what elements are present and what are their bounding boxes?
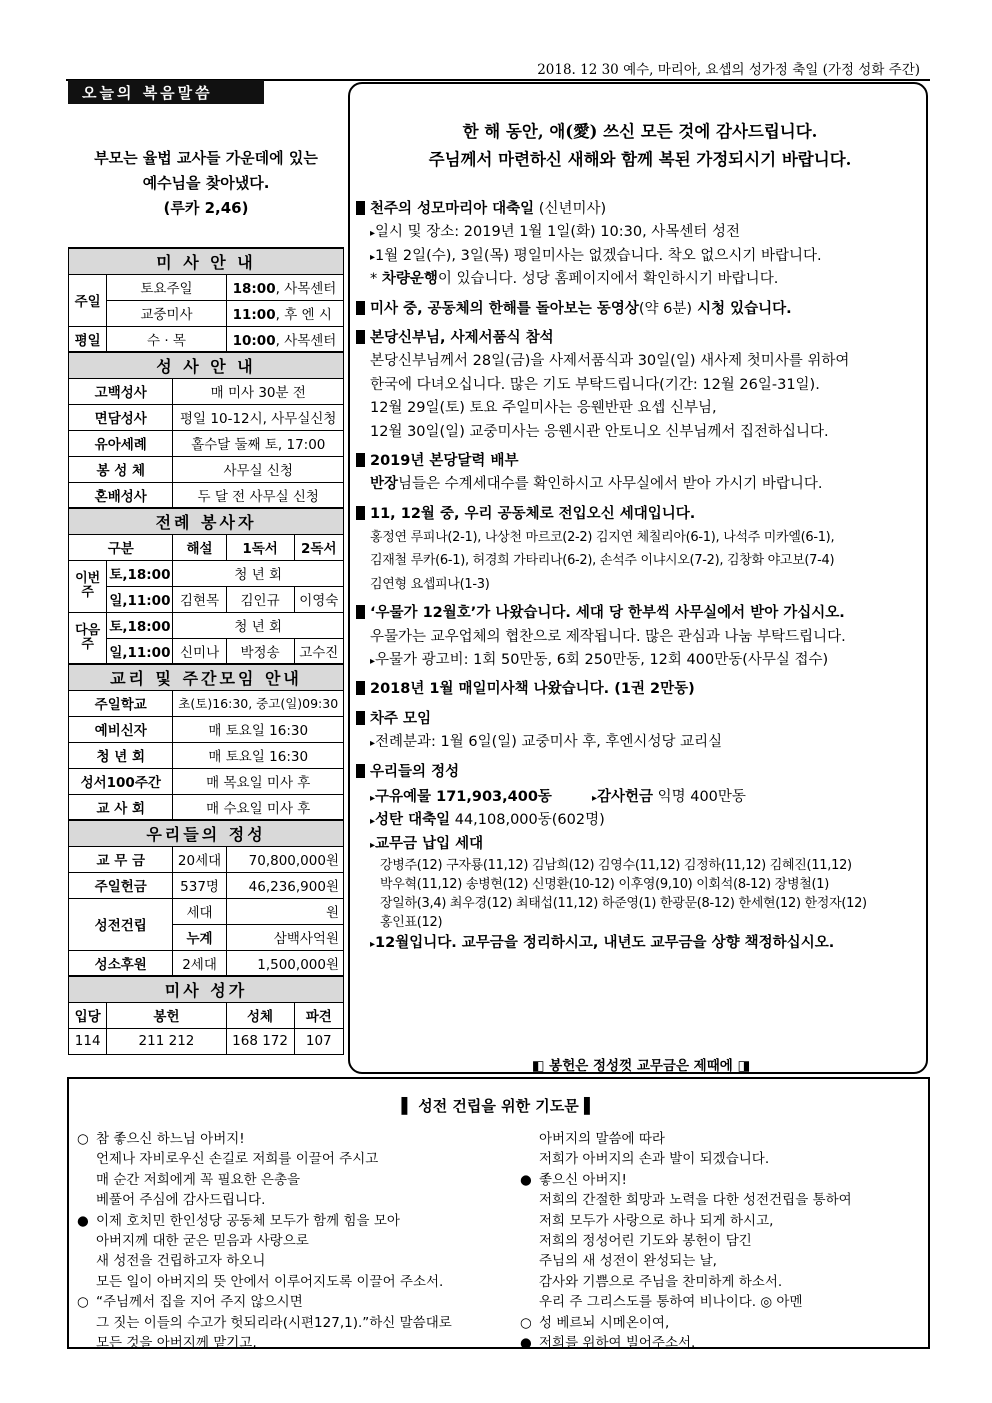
meeting-name: 성서100주간 [69,768,173,794]
prayer-line [520,1149,930,1169]
prayer-right-column [520,1129,930,1353]
sacrament-value: 평일 10-12시, 사무실신청 [173,404,344,430]
announcement-line: 반장님들은 수계세대수를 확인하시고 사무실에서 받아 가시기 바랍니다. [370,476,823,493]
triangle-bullet-icon: ▸ [370,228,376,240]
announcement-line: ▸일시 및 장소: 2019년 1월 1일(화) 10:30, 사목센터 성전 [370,224,740,241]
offering-count: 누계 [173,924,226,950]
prayer-text: 저희를 위하여 빌어주소서. [539,1334,696,1351]
liturgy-header: 구분 [69,534,173,560]
prayer-line [520,1313,930,1333]
announcement-heading: 2018년 1월 매일미사책 나왔습니다. (1권 2만동) [356,678,926,701]
hymns-section-title: 미사 성가 [69,976,344,1002]
sacrament-name: 면담성사 [69,404,173,430]
offering-name: 성소후원 [69,950,173,976]
prayer-line [520,1292,930,1312]
sacrament-name: 고백성사 [69,378,173,404]
triangle-bullet-icon: ▸ [370,839,376,851]
offerings-section-title: 우리들의 정성 [69,820,344,846]
liturgy-header: 해설 [173,534,226,560]
prayer-line [520,1170,930,1190]
announcement-heading: 2019년 본당달력 배부 [356,450,926,473]
hymn-number: 211 212 [107,1028,226,1054]
liturgy-time: 토,18:00 [107,612,173,638]
triangle-bullet-icon: ▸ [370,251,376,263]
mass-day: 토요주일 [107,274,226,300]
prayer-line [77,1333,517,1353]
prayer-line [77,1272,517,1292]
triangle-bullet-icon: ▸ [370,939,376,951]
offering-count: 세대 [173,898,226,924]
mass-day: 수 · 목 [107,326,226,352]
donor-list [356,856,926,932]
offering-amount: 1,500,000원 [226,950,343,976]
meeting-name: 예비신자 [69,716,173,742]
prayer-line [77,1190,517,1210]
prayer-text: 저희 모두가 사랑으로 하나 되게 하시고, [539,1212,774,1229]
square-bullet-icon [356,605,365,619]
gospel-title: 오늘의 복음말씀 [68,80,264,104]
hymn-number: 114 [69,1028,107,1054]
square-bullet-icon [356,711,365,725]
offering-amount: 원 [226,898,343,924]
prayer-line [520,1231,930,1251]
liturgy-header: 1독서 [226,534,294,560]
prayer-text: 새 성전을 건립하고자 하오니 [96,1253,266,1270]
prayer-line [77,1231,517,1251]
offering-count: 537명 [173,872,226,898]
announcement-heading: 우리들의 정성 [356,761,926,784]
offering-footnote: ◧ 봉헌은 정성껏 교무금은 제때에 ◨ [531,1058,751,1074]
gospel-text [66,146,346,221]
prayer-text: 모든 일이 아버지의 뜻 안에서 이루어지도록 이끌어 주소서. [96,1273,444,1290]
announcement-line: 본당신부님께서 28일(금)을 사제서품식과 30일(일) 새사제 첫미사를 위하여 [370,353,850,370]
liturgy-sat-value: 청 년 회 [173,612,344,638]
meetings-section-title: 교리 및 주간모임 안내 [69,664,344,690]
triangle-bullet-icon: ▸ [591,792,597,804]
prayer-line [77,1313,517,1333]
prayer-text: 저희가 아버지의 손과 발이 되겠습니다. [539,1151,770,1168]
hymn-number: 168 172 [226,1028,294,1054]
prayer-marker-icon: ○ [77,1294,89,1311]
meeting-value: 매 수요일 미사 후 [173,794,344,820]
triangle-bullet-icon: ▸ [370,738,376,750]
prayer-text: 저희의 정성어린 기도와 봉헌이 담긴 [539,1232,752,1249]
offering-amount: 삼백사억원 [226,924,343,950]
prayer-line [77,1292,517,1312]
announcement-heading: 차주 모임 [356,708,926,731]
sacrament-name: 혼배성사 [69,482,173,508]
announcement-line: 홍정연 루피나(2-1), 나상천 마르코(2-2) 김지연 체칠리아(6-1), 나석주 미카엘(6-1), [370,530,835,546]
liturgy-reader: 신미나 [173,638,226,664]
sacrament-name: 유아세례 [69,430,173,456]
prayer-text: 주님의 새 성전이 완성되는 날, [539,1253,717,1270]
announcement-line: ▸구유예물 171,903,400동 ▸감사헌금 익명 400만동 [370,788,746,805]
prayer-left-column [77,1129,517,1353]
square-bullet-icon [356,506,365,520]
meeting-value: 매 토요일 16:30 [173,742,344,768]
hymn-header: 입당 [69,1002,107,1028]
this-week-label: 이번주 [69,560,107,612]
gospel-line: 예수님을 찾아냈다. [142,174,270,192]
prayer-text: 베풀어 주심에 감사드립니다. [96,1192,266,1209]
prayer-text: 좋으신 아버지! [539,1171,627,1188]
meeting-name: 주일학교 [69,690,173,716]
prayer-marker-icon: ○ [520,1314,532,1331]
meeting-name: 청 년 회 [69,742,173,768]
prayer-text: “주님께서 집을 지어 주지 않으시면 [96,1294,303,1311]
announcement-heading: 본당신부님, 사제서품식 참석 [356,327,926,350]
offering-name: 성전건립 [69,898,173,950]
square-bullet-icon [356,453,365,467]
prayer-text: 성 베르뇌 시메온이여, [539,1314,670,1331]
prayer-text: 매 순간 저희에게 꼭 필요한 은총을 [96,1171,301,1188]
announcement-line: 우물가는 교우업체의 협찬으로 제작됩니다. 많은 관심과 나눔 부탁드립니다. [370,628,846,645]
prayer-text: 모든 것을 아버지께 맡기고, [96,1334,257,1351]
mass-time-place: 10:00, 사목센터 [226,326,343,352]
liturgy-reader: 김인규 [226,586,294,612]
announcement-line: ▸교무금 납입 세대 [370,835,484,852]
square-bullet-icon [356,681,365,695]
square-bullet-icon [356,330,365,344]
meeting-name: 교 사 회 [69,794,173,820]
liturgy-sat-value: 청 년 회 [173,560,344,586]
mass-sunday-label: 주일 [69,274,107,326]
announcement-line: 김연형 요셉피나(1-3) [370,576,490,592]
prayer-text: 우리 주 그리스도를 통하여 비나이다. ◎ 아멘 [539,1294,803,1311]
prayer-text: 감사와 기쁨으로 주님을 찬미하게 하소서. [539,1273,783,1290]
info-table [68,247,344,1055]
announcement-line: 김재철 루카(6-1), 허경희 가타리나(6-2), 손석주 이냐시오(7-2), 김창화 야고보(7-4) [370,553,835,569]
offering-amount: 46,236,900원 [226,872,343,898]
announcement-line: * 차량운행이 있습니다. 성당 홈페이지에서 확인하시기 바랍니다. [370,271,779,288]
prayer-text: 이제 호치민 한인성당 공동체 모두가 함께 힘을 모아 [96,1212,400,1229]
prayer-line [77,1170,517,1190]
offering-count: 20세대 [173,846,226,872]
prayer-text: 아버지의 말씀에 따라 [539,1131,665,1147]
prayer-line [520,1272,930,1292]
gospel-line: 부모는 율법 교사들 가운데에 있는 [94,149,318,167]
mass-time-place: 11:00, 후 엔 시 [226,300,343,326]
announcement-line: ▸우물가 광고비: 1회 50만동, 6회 250만동, 12회 400만동(사무실 접수) [370,652,829,669]
greeting [360,118,920,174]
prayer-marker-icon: ● [520,1171,532,1188]
greeting-line: 한 해 동안, 애(愛) 쓰신 모든 것에 감사드립니다. [462,122,818,141]
offering-amount: 70,800,000원 [226,846,343,872]
donor-line: 홍인표(12) [380,915,443,931]
donor-line: 강병주(12) 구자룡(11,12) 김남희(12) 김영수(11,12) 김정하(11,12) 김혜진(11,12) [380,858,852,874]
prayer-line [520,1333,930,1353]
liturgy-section-title: 전례 봉사자 [69,508,344,534]
mass-weekday-label: 평일 [69,326,107,352]
announcement-line: 12월 29일(토) 토요 주일미사는 응웬반판 요셉 신부님, [370,400,717,417]
prayer-line [520,1211,930,1231]
announcement-line: 12월 30일(일) 교중미사는 응웬시관 안토니오 신부님께서 집전하십니다. [370,423,829,440]
hymn-header: 봉헌 [107,1002,226,1028]
triangle-bullet-icon: ▸ [370,656,376,668]
hymn-header: 파견 [294,1002,343,1028]
next-week-label: 다음주 [69,612,107,664]
announcement-line: ▸12월입니다. 교무금을 정리하시고, 내년도 교무금을 상향 책정하십시오. [370,935,835,952]
prayer-line [520,1129,930,1149]
square-bullet-icon [356,201,365,215]
sacrament-value: 사무실 신청 [173,456,344,482]
sacrament-section-title: 성 사 안 내 [69,352,344,378]
donor-line: 박우혁(11,12) 송병현(12) 신명환(10-12) 이후영(9,10) 이회석(8-12) 장병철(1) [380,877,830,893]
sacrament-value: 매 미사 30분 전 [173,378,344,404]
prayer-text: 저희의 간절한 희망과 노력을 다한 성전건립을 통하여 [539,1192,852,1209]
greeting-line: 주님께서 마련하신 새해와 함께 복된 가정되시기 바랍니다. [428,150,852,169]
square-bullet-icon [356,764,365,778]
hymn-header: 성체 [226,1002,294,1028]
donor-line: 장일하(3,4) 최우경(12) 최태섭(11,12) 하준영(1) 한광문(8-12) 한세현(12) 한정자(12) [380,896,867,912]
prayer-line [77,1251,517,1271]
prayer-line [77,1129,517,1149]
meeting-value: 매 토요일 16:30 [173,716,344,742]
prayer-marker-icon: ● [520,1334,532,1351]
announcement-heading: 미사 중, 공동체의 한해를 돌아보는 동영상(약 6분) 시청 있습니다. [356,298,926,321]
date-header: 2018. 12 30 예수, 마리아, 요셉의 성가정 축일 (가정 성화 주간) [537,62,920,78]
mass-time-place: 18:00, 사목센터 [226,274,343,300]
announcement-heading: 11, 12월 중, 우리 공동체로 전입오신 세대입니다. [356,503,926,526]
prayer-text: 그 짓는 이들의 수고가 헛되리라(시편127,1).”하신 말씀대로 [96,1314,452,1331]
liturgy-time: 일,11:00 [107,586,173,612]
triangle-bullet-icon: ▸ [370,816,376,828]
square-bullet-icon [356,301,365,315]
liturgy-reader: 고수진 [294,638,343,664]
prayer-text: 아버지께 대한 굳은 믿음과 사랑으로 [96,1232,309,1249]
prayer-line [520,1190,930,1210]
offering-name: 주일헌금 [69,872,173,898]
mass-section-title: 미 사 안 내 [69,248,344,274]
triangle-bullet-icon: ▸ [370,792,376,804]
meeting-value: 초(토)16:30, 중고(일)09:30 [173,690,344,716]
announcement-heading: ‘우물가 12월호’가 나왔습니다. 세대 당 한부씩 사무실에서 받아 가십시오. [356,602,926,625]
prayer-text: 언제나 자비로우신 손길로 저희를 이끌어 주시고 [96,1151,379,1168]
liturgy-header: 2독서 [294,534,343,560]
announcement-line: 한국에 다녀오십니다. 많은 기도 부탁드립니다(기간: 12월 26일-31일). [370,376,820,393]
announcement-line: ▸성탄 대축일 44,108,000동(602명) [370,812,605,829]
mass-day: 교중미사 [107,300,226,326]
announcements [356,198,926,956]
announcement-line: ▸전례분과: 1월 6일(일) 교중미사 후, 후엔시성당 교리실 [370,734,723,751]
liturgy-time: 일,11:00 [107,638,173,664]
prayer-line [77,1211,517,1231]
sacrament-name: 봉 성 체 [69,456,173,482]
sacrament-value: 두 달 전 사무실 신청 [173,482,344,508]
prayer-marker-icon: ● [77,1212,89,1229]
prayer-marker-icon: ○ [77,1131,89,1147]
prayer-line [520,1251,930,1271]
meeting-value: 매 목요일 미사 후 [173,768,344,794]
announcement-line: ▸1월 2일(수), 3일(목) 평일미사는 없겠습니다. 착오 없으시기 바랍니다. [370,247,822,264]
liturgy-time: 토,18:00 [107,560,173,586]
prayer-line [77,1149,517,1169]
liturgy-reader: 이영숙 [294,586,343,612]
prayer-title: ▌ 성전 건립을 위한 기도문 ▌ [401,1097,596,1115]
sacrament-value: 홀수달 둘째 토, 17:00 [173,430,344,456]
gospel-reference: (루카 2,46) [163,199,249,217]
prayer-text: 참 좋으신 하느님 아버지! [96,1131,245,1147]
liturgy-reader: 박정송 [226,638,294,664]
announcement-heading: 천주의 성모마리아 대축일 (신년미사) [356,198,926,221]
offering-count: 2세대 [173,950,226,976]
hymn-number: 107 [294,1028,343,1054]
offering-name: 교 무 금 [69,846,173,872]
liturgy-reader: 김현목 [173,586,226,612]
